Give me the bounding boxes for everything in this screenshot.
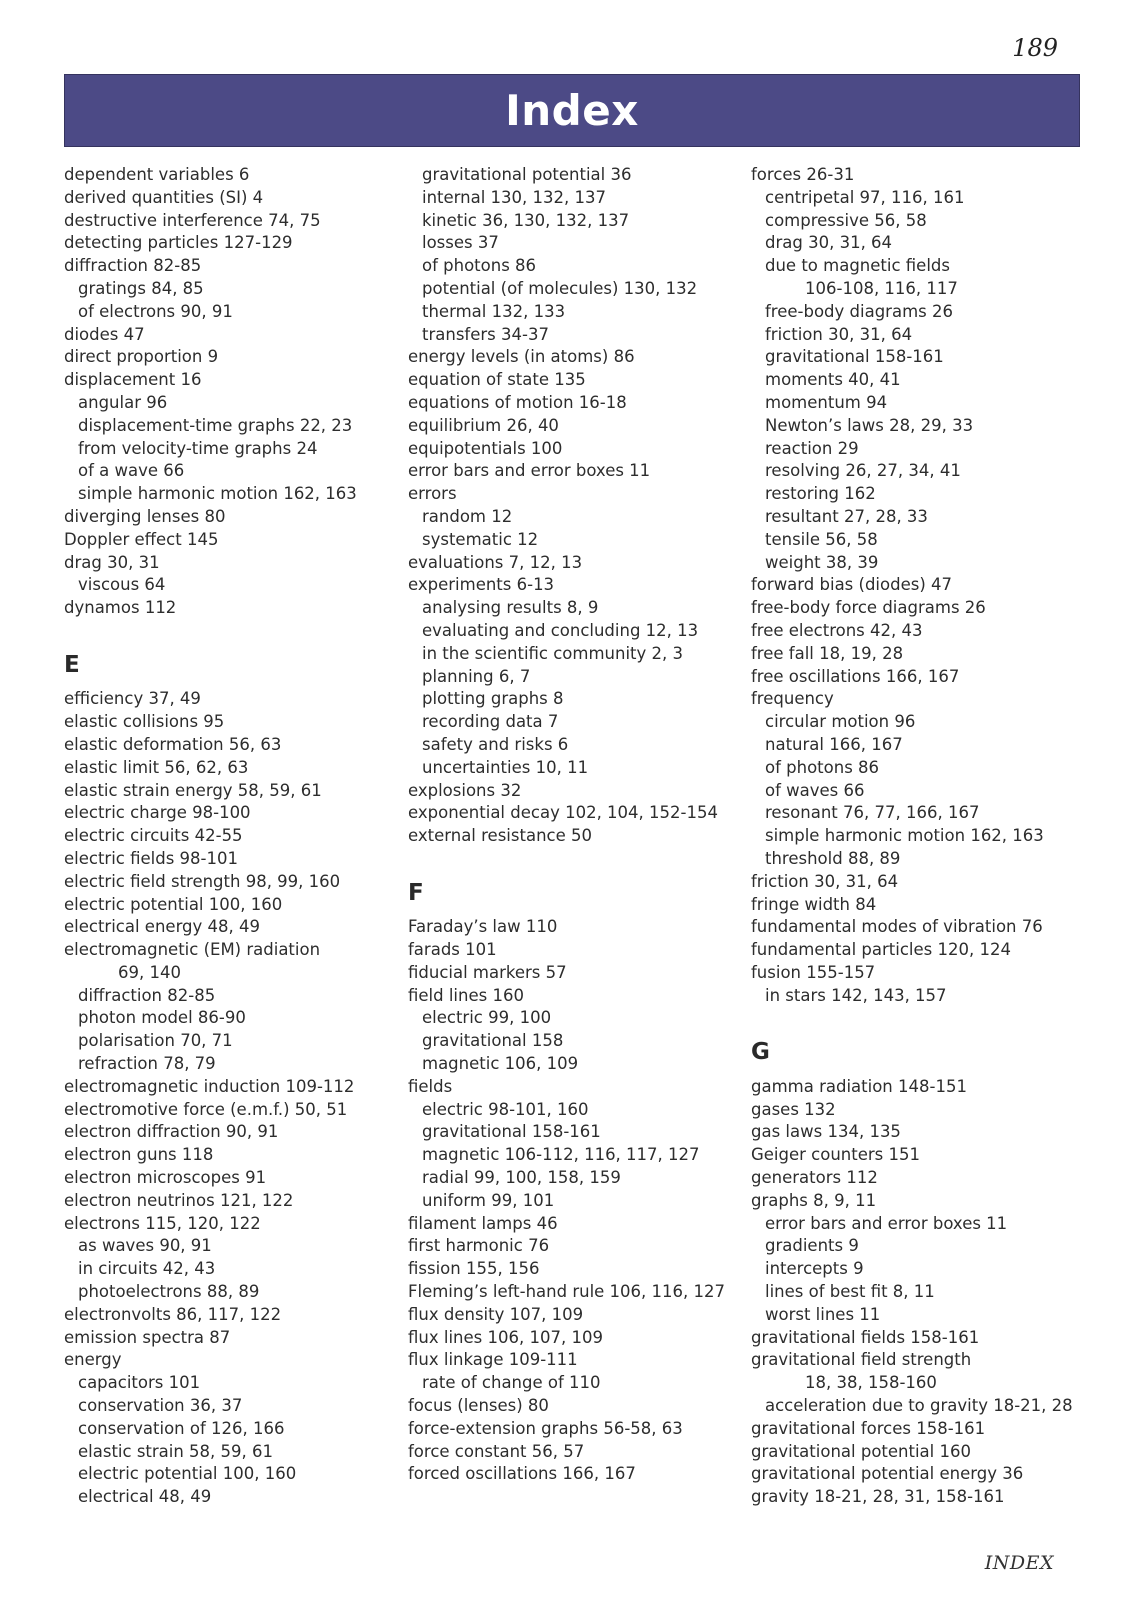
index-subentry: random 12 [422, 506, 513, 526]
index-entry: free fall 18, 19, 28 [751, 643, 904, 663]
index-subentry: photoelectrons 88, 89 [78, 1282, 260, 1302]
index-subentry: weight 38, 39 [765, 552, 879, 572]
index-entry: dependent variables 6 [64, 165, 250, 184]
index-subentry: lines of best fit 8, 11 [765, 1282, 935, 1302]
index-entry: electron diffraction 90, 91 [64, 1122, 279, 1142]
running-footer: INDEX [984, 1552, 1054, 1574]
index-subentry: gratings 84, 85 [78, 278, 204, 298]
index-entry: error bars and error boxes 11 [408, 461, 651, 481]
index-subentry: natural 166, 167 [765, 734, 903, 754]
index-subentry: of electrons 90, 91 [78, 301, 233, 321]
index-entry: destructive interference 74, 75 [64, 210, 321, 230]
index-entry: derived quantities (SI) 4 [64, 187, 264, 207]
index-subentry: recording data 7 [422, 712, 559, 732]
index-subentry: tensile 56, 58 [765, 529, 878, 549]
index-subentry: friction 30, 31, 64 [765, 324, 913, 344]
index-entry: electric field strength 98, 99, 160 [64, 871, 341, 891]
index-subentry: potential (of molecules) 130, 132 [422, 278, 698, 298]
index-entry: diverging lenses 80 [64, 506, 226, 526]
index-subentry: restoring 162 [765, 484, 876, 504]
index-subentry: rate of change of 110 [422, 1373, 601, 1393]
index-subentry: in the scientific community 2, 3 [422, 643, 684, 663]
index-entry: efficiency 37, 49 [64, 689, 201, 709]
index-entry: emission spectra 87 [64, 1327, 231, 1347]
index-entry: field lines 160 [408, 985, 524, 1005]
section-letter-heading: E [64, 651, 80, 678]
index-subentry: uncertainties 10, 11 [422, 757, 589, 777]
index-subentry: radial 99, 100, 158, 159 [422, 1168, 621, 1188]
index-entry: gravitational fields 158-161 [751, 1327, 980, 1347]
index-entry: electromagnetic induction 109-112 [64, 1076, 355, 1096]
index-subentry: losses 37 [422, 233, 499, 253]
index-subentry: in stars 142, 143, 157 [765, 985, 947, 1005]
index-entry: electric potential 100, 160 [64, 894, 283, 914]
index-subentry: due to magnetic fields [765, 256, 950, 276]
index-subentry: circular motion 96 [765, 712, 916, 732]
index-entry: electron microscopes 91 [64, 1168, 267, 1188]
index-subentry: magnetic 106-112, 116, 117, 127 [422, 1145, 700, 1165]
index-subentry: error bars and error boxes 11 [765, 1213, 1008, 1233]
index-subentry: magnetic 106, 109 [422, 1054, 579, 1074]
index-entry: elastic deformation 56, 63 [64, 734, 282, 754]
index-entry: flux linkage 109-111 [408, 1350, 578, 1370]
index-subentry: uniform 99, 101 [422, 1190, 555, 1210]
index-column-1 [64, 164, 414, 1509]
index-subentry: compressive 56, 58 [765, 210, 927, 230]
index-entry: diffraction 82-85 [64, 256, 202, 276]
index-entry: gravitational field strength [751, 1350, 972, 1370]
index-subentry: resolving 26, 27, 34, 41 [765, 461, 961, 481]
index-subentry: simple harmonic motion 162, 163 [78, 484, 357, 504]
index-subentry: of photons 86 [422, 256, 537, 276]
index-subentry: photon model 86-90 [78, 1008, 246, 1028]
index-subentry: systematic 12 [422, 529, 539, 549]
index-entry: focus (lenses) 80 [408, 1396, 549, 1416]
index-entry: gravitational potential 160 [751, 1441, 971, 1461]
page-number: 189 [1012, 34, 1058, 62]
index-subentry: evaluating and concluding 12, 13 [422, 620, 699, 640]
index-entry: equation of state 135 [408, 370, 586, 390]
index-subentry: centripetal 97, 116, 161 [765, 187, 965, 207]
index-entry: Geiger counters 151 [751, 1145, 920, 1165]
index-subentry: gravitational potential 36 [422, 165, 632, 184]
index-subentry: acceleration due to gravity 18-21, 28 [765, 1396, 1073, 1416]
index-column-3 [751, 164, 1081, 1509]
index-entry: equilibrium 26, 40 [408, 415, 559, 435]
index-entry: forced oscillations 166, 167 [408, 1464, 636, 1484]
index-subentry: conservation 36, 37 [78, 1396, 243, 1416]
index-entry: experiments 6-13 [408, 575, 555, 595]
index-subentry: conservation of 126, 166 [78, 1418, 285, 1438]
index-subentry: from velocity-time graphs 24 [78, 438, 318, 458]
index-subentry: plotting graphs 8 [422, 689, 564, 709]
index-entry: evaluations 7, 12, 13 [408, 552, 583, 572]
index-entry: exponential decay 102, 104, 152-154 [408, 803, 718, 823]
index-subentry: momentum 94 [765, 392, 888, 412]
index-subentry: reaction 29 [765, 438, 859, 458]
index-entry: displacement 16 [64, 370, 202, 390]
index-subentry: gravitational 158-161 [765, 347, 944, 367]
index-entry: fiducial markers 57 [408, 962, 567, 982]
index-entry: free electrons 42, 43 [751, 620, 923, 640]
index-subentry: electric 98-101, 160 [422, 1099, 589, 1119]
index-subentry: resonant 76, 77, 166, 167 [765, 803, 980, 823]
index-entry: equations of motion 16-18 [408, 392, 627, 412]
index-entry: gravitational potential energy 36 [751, 1464, 1024, 1484]
index-subentry: 106-108, 116, 117 [805, 278, 958, 298]
index-subentry: as waves 90, 91 [78, 1236, 212, 1256]
index-entry: direct proportion 9 [64, 347, 219, 367]
index-entry: gravitational forces 158-161 [751, 1418, 986, 1438]
index-subentry: internal 130, 132, 137 [422, 187, 607, 207]
index-entry: electrons 115, 120, 122 [64, 1213, 261, 1233]
index-entry: free-body force diagrams 26 [751, 598, 986, 618]
index-entry: diodes 47 [64, 324, 145, 344]
index-subentry: in circuits 42, 43 [78, 1259, 216, 1279]
index-entry: gravity 18-21, 28, 31, 158-161 [751, 1487, 1005, 1507]
index-entry: dynamos 112 [64, 598, 177, 618]
index-entry: Doppler effect 145 [64, 529, 219, 549]
index-entry: electromagnetic (EM) radiation [64, 940, 321, 960]
index-entry: fundamental modes of vibration 76 [751, 917, 1043, 937]
index-entry: gamma radiation 148-151 [751, 1076, 967, 1096]
index-subentry: displacement-time graphs 22, 23 [78, 415, 353, 435]
index-subentry: thermal 132, 133 [422, 301, 566, 321]
index-entry: force-extension graphs 56-58, 63 [408, 1418, 683, 1438]
section-spacer [408, 848, 758, 871]
index-entry: graphs 8, 9, 11 [751, 1190, 877, 1210]
index-subentry: angular 96 [78, 392, 168, 412]
index-subentry: electric potential 100, 160 [78, 1464, 297, 1484]
section-spacer [64, 620, 414, 643]
index-entry: generators 112 [751, 1168, 878, 1188]
section-letter-heading: F [408, 879, 424, 906]
index-subentry: analysing results 8, 9 [422, 598, 599, 618]
index-subentry: gravitational 158 [422, 1031, 564, 1051]
section-letter-heading: G [751, 1039, 770, 1066]
page-title: Index [505, 86, 639, 135]
index-subentry: safety and risks 6 [422, 734, 569, 754]
index-subentry: threshold 88, 89 [765, 848, 901, 868]
index-subentry: simple harmonic motion 162, 163 [765, 826, 1044, 846]
index-entry: external resistance 50 [408, 826, 592, 846]
index-entry: errors [408, 484, 457, 504]
index-subentry: diffraction 82-85 [78, 985, 216, 1005]
index-subentry: kinetic 36, 130, 132, 137 [422, 210, 630, 230]
index-entry: gases 132 [751, 1099, 836, 1119]
index-entry: electric charge 98-100 [64, 803, 251, 823]
index-subentry: drag 30, 31, 64 [765, 233, 893, 253]
index-entry: fission 155, 156 [408, 1259, 540, 1279]
index-entry: force constant 56, 57 [408, 1441, 585, 1461]
index-entry: equipotentials 100 [408, 438, 563, 458]
index-entry: free oscillations 166, 167 [751, 666, 960, 686]
index-entry: fields [408, 1076, 453, 1096]
index-entry: electron guns 118 [64, 1145, 214, 1165]
index-subentry: of a wave 66 [78, 461, 185, 481]
index-entry: elastic collisions 95 [64, 712, 225, 732]
index-entry: frequency [751, 689, 834, 709]
index-entry: first harmonic 76 [408, 1236, 550, 1256]
index-subentry: worst lines 11 [765, 1304, 881, 1324]
index-subentry: refraction 78, 79 [78, 1054, 216, 1074]
index-entry: elastic limit 56, 62, 63 [64, 757, 249, 777]
index-subentry: resultant 27, 28, 33 [765, 506, 928, 526]
index-entry: flux density 107, 109 [408, 1304, 584, 1324]
index-subentry: 69, 140 [118, 962, 181, 982]
index-subentry: of photons 86 [765, 757, 880, 777]
index-subentry: planning 6, 7 [422, 666, 531, 686]
index-column-2 [408, 164, 758, 1486]
index-entry: farads 101 [408, 940, 497, 960]
index-subentry: gradients 9 [765, 1236, 859, 1256]
index-entry: Fleming’s left-hand rule 106, 116, 127 [408, 1282, 726, 1302]
index-entry: electron neutrinos 121, 122 [64, 1190, 294, 1210]
index-entry: explosions 32 [408, 780, 522, 800]
index-subentry: moments 40, 41 [765, 370, 901, 390]
index-entry: elastic strain energy 58, 59, 61 [64, 780, 322, 800]
index-entry: flux lines 106, 107, 109 [408, 1327, 603, 1347]
index-entry: electrical energy 48, 49 [64, 917, 261, 937]
index-subentry: intercepts 9 [765, 1259, 864, 1279]
index-subentry: elastic strain 58, 59, 61 [78, 1441, 274, 1461]
section-spacer [751, 1007, 1081, 1030]
index-entry: forces 26-31 [751, 165, 855, 184]
index-entry: fringe width 84 [751, 894, 877, 914]
index-entry: gas laws 134, 135 [751, 1122, 901, 1142]
index-entry: energy [64, 1350, 122, 1370]
index-subentry: electrical 48, 49 [78, 1487, 212, 1507]
index-subentry: electric 99, 100 [422, 1008, 552, 1028]
index-entry: energy levels (in atoms) 86 [408, 347, 635, 367]
index-subentry: viscous 64 [78, 575, 166, 595]
index-subentry: free-body diagrams 26 [765, 301, 953, 321]
index-subentry: polarisation 70, 71 [78, 1031, 233, 1051]
index-entry: fundamental particles 120, 124 [751, 940, 1011, 960]
index-entry: filament lamps 46 [408, 1213, 558, 1233]
index-entry: electric circuits 42-55 [64, 826, 243, 846]
index-subentry: transfers 34-37 [422, 324, 549, 344]
index-entry: electromotive force (e.m.f.) 50, 51 [64, 1099, 348, 1119]
index-entry: electric fields 98-101 [64, 848, 238, 868]
index-entry: detecting particles 127-129 [64, 233, 293, 253]
index-entry: Faraday’s law 110 [408, 917, 558, 937]
index-subentry: Newton’s laws 28, 29, 33 [765, 415, 974, 435]
index-entry: fusion 155-157 [751, 962, 876, 982]
index-entry: drag 30, 31 [64, 552, 160, 572]
index-subentry: of waves 66 [765, 780, 865, 800]
index-subentry: gravitational 158-161 [422, 1122, 601, 1142]
index-entry: friction 30, 31, 64 [751, 871, 899, 891]
index-entry: forward bias (diodes) 47 [751, 575, 953, 595]
index-entry: electronvolts 86, 117, 122 [64, 1304, 282, 1324]
index-subentry: capacitors 101 [78, 1373, 201, 1393]
index-header-banner [64, 74, 1080, 147]
index-subentry: 18, 38, 158-160 [805, 1373, 937, 1393]
